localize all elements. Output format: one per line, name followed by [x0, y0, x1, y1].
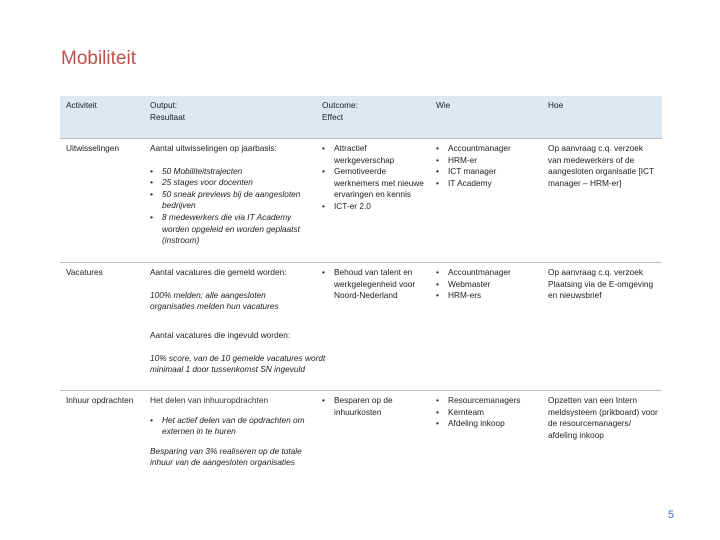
list-item: • Accountmanager — [436, 267, 538, 279]
list-item: • Attractief werkgeverschap — [322, 143, 426, 166]
list-item: • Afdeling inkoop — [436, 418, 538, 430]
list-item: • Het actief delen van de opdrachten om externen in te huren — [150, 415, 312, 438]
list-item: • 50 sneak previews bij de aangesloten bedrijven — [150, 189, 312, 212]
header-hoe: Hoe — [542, 96, 662, 139]
vacatures-filled-block — [150, 330, 340, 376]
output-note: 100% melden; alle aangesloten organisaties melden hun vacatures — [150, 289, 279, 312]
header-activiteit: Activiteit — [60, 96, 144, 139]
page-number: 5 — [668, 509, 675, 521]
list-item: • Gemotiveerde werknemers met nieuwe ervaringen en kennis — [322, 166, 426, 201]
output-intro: Aantal uitwisselingen op jaarbasis: — [150, 143, 277, 153]
output-note-2: 10% score, van de 10 gemelde vacatures wordt minimaal 1 door tussenkomst SN ingevuld — [150, 352, 326, 375]
list-item: • ICT-er 2.0 — [322, 201, 426, 213]
cell-outcome — [316, 139, 430, 263]
output-intro: Het delen van inhuuropdrachten — [150, 395, 269, 405]
cell-hoe: Opzetten van een Intern meldsysteem (prikboard) voor de resourcemanagers/ afdeling inkoop — [548, 395, 658, 440]
output-intro-2: Aantal vacatures die ingevuld worden: — [150, 330, 291, 340]
list-item: • Webmaster — [436, 279, 538, 291]
output-note: Besparing van 3% realiseren op de totale inhuur van de aangesloten organisaties — [150, 445, 302, 468]
list-item: • Kernteam — [436, 407, 538, 419]
cell-hoe: Op aanvraag c.q. verzoek Plaatsing via de E-omgeving en nieuwsbrief — [548, 267, 654, 301]
cell-activiteit: Uitwisselingen — [66, 143, 120, 153]
list-item: • HRM-er — [436, 155, 538, 167]
header-outcome: Outcome: Effect — [316, 96, 430, 139]
list-item: • Accountmanager — [436, 143, 538, 155]
cell-output — [144, 391, 316, 495]
cell-wie — [430, 139, 542, 263]
cell-activiteit: Vacatures — [66, 267, 103, 277]
list-item: • Besparen op de inhuurkosten — [322, 395, 426, 418]
list-item: • 50 Mobiliteitstrajecten — [150, 166, 312, 178]
header-wie: Wie — [430, 96, 542, 139]
table-row — [60, 391, 662, 495]
list-item: • 8 medewerkers die via IT Academy worden opgeleid en worden geplaatst (instroom) — [150, 212, 312, 247]
page-title: Mobiliteit — [61, 48, 136, 69]
header-output: Output: Resultaat — [144, 96, 316, 139]
mobility-table — [60, 96, 662, 495]
cell-wie — [430, 263, 542, 391]
list-item: • ICT manager — [436, 166, 538, 178]
cell-hoe: Op aanvraag c.q. verzoek van medewerkers of de aangesloten organisatie [ICT manager – HRM-er] — [548, 143, 654, 188]
table-row — [60, 139, 662, 263]
cell-wie — [430, 391, 542, 495]
table-header-row — [60, 96, 662, 139]
output-bullet-list — [150, 166, 312, 247]
list-item: • HRM-ers — [436, 290, 538, 302]
list-item: • 25 stages voor docenten — [150, 177, 312, 189]
cell-outcome — [316, 391, 430, 495]
output-intro: Aantal vacatures die gemeld worden: — [150, 267, 287, 277]
list-item: • IT Academy — [436, 178, 538, 190]
list-item: • Resourcemanagers — [436, 395, 538, 407]
cell-output — [144, 139, 316, 263]
cell-activiteit: Inhuur opdrachten — [66, 395, 134, 405]
list-item: • Behoud van talent en werkgelegenheid voor Noord-Nederland — [322, 267, 426, 302]
